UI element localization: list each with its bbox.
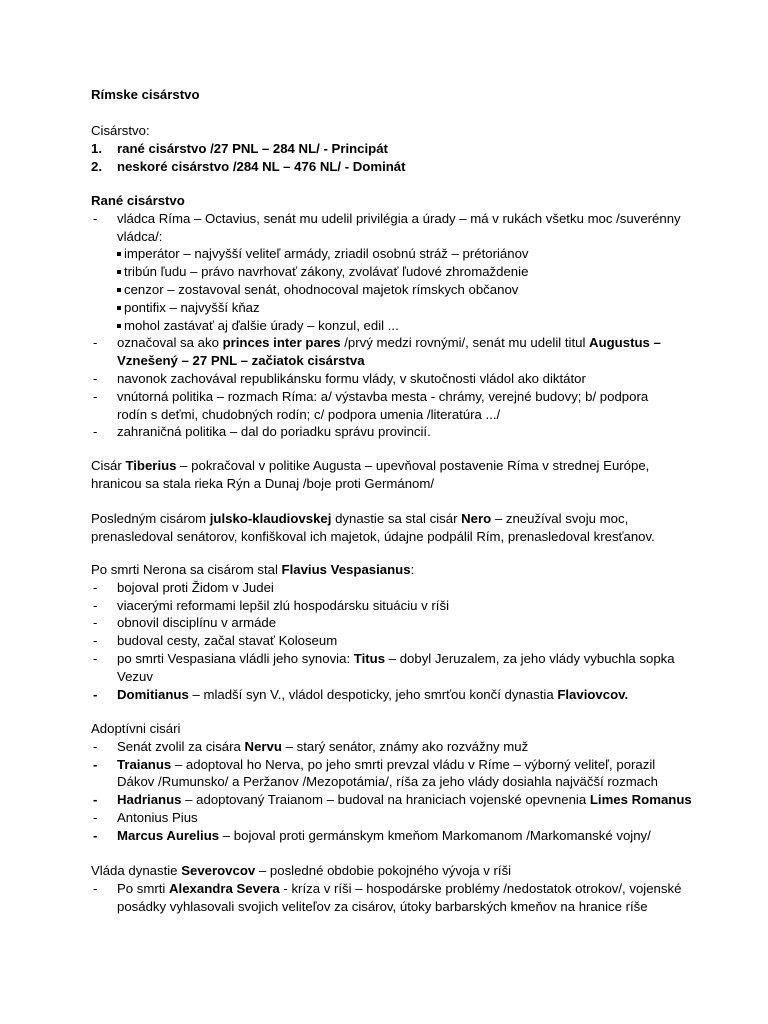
bold-text: Hadrianus <box>117 792 182 808</box>
list-item-text: bojoval proti Židom v Judei <box>117 579 274 595</box>
list-number: 2. <box>91 158 102 174</box>
sub-list-item <box>91 299 691 317</box>
bold-text: Tiberius <box>125 458 177 473</box>
text-run: – zneužíval svoju moc, <box>491 511 629 526</box>
sub-item-text: tribún ľudu – právo navrhovať zákony, zvolávať ľudové zhromaždenie <box>124 264 529 280</box>
text-run: – pokračoval v politike Augusta – upevňoval postavenie Ríma v strednej Európe, <box>176 458 650 473</box>
list-item <box>91 686 691 704</box>
list-item-text: vnútorná politika – rozmach Ríma: a/ výstavba mesta - chrámy, verejné budovy; b/ podpora <box>117 388 649 404</box>
bold-text: Limes Romanus <box>589 792 692 808</box>
text-run: /prvý medzi rovnými/, senát mu udelil titul <box>340 335 590 351</box>
text-run: : <box>410 562 415 577</box>
text-run: – bojoval proti germánskym kmeňom Markomanom /Markomanské vojny/ <box>219 827 651 843</box>
list-item <box>91 880 691 916</box>
dash-bullet: - <box>93 388 98 404</box>
dash-bullet: - <box>93 880 98 896</box>
paragraph-tiberius <box>91 457 691 493</box>
list-item-text: vládca Ríma – Octavius, senát mu udelil privilégia a úrady – má v rukách všetku moc /suverénny <box>117 210 681 226</box>
text-run: – adoptoval ho Nerva, po jeho smrti prevzal vládu v Ríme – výborný veliteľ, porazil <box>171 756 656 772</box>
section-heading: Adoptívni cisári <box>91 721 181 736</box>
sub-item-text: mohol zastávať aj ďalšie úrady – konzul, edil ... <box>124 317 399 333</box>
text-run: Po smrti <box>117 880 170 896</box>
list-item-text: budoval cesty, začal stavať Koloseum <box>117 633 338 649</box>
sub-list-item <box>91 263 691 281</box>
list-item <box>91 210 691 246</box>
text-run: – mladší syn V., vládol despoticky, jeho smrťou končí dynastia <box>188 686 558 702</box>
dash-bullet: - <box>93 738 98 754</box>
bold-text: Marcus Aurelius <box>117 827 220 843</box>
dash-bullet: - <box>93 370 98 386</box>
list-item <box>91 388 691 424</box>
square-bullet-icon <box>117 270 121 274</box>
text-run: prenasledoval senátorov, konfiškoval ich majetok, údajne podpálil Rím, prenasledoval kresťanov. <box>91 528 655 544</box>
dash-bullet: - <box>93 792 98 808</box>
list-item-text: Antonius Pius <box>117 809 198 825</box>
list-item-text: viacerými reformami lepšil zlú hospodársku situáciu v ríši <box>117 597 449 613</box>
dash-bullet: - <box>93 650 98 666</box>
list-item-text: navonok zachovával republikánsku formu vlády, v skutočnosti vládol ako diktátor <box>117 370 586 386</box>
intro-label: Cisárstvo: <box>91 123 150 138</box>
bold-text: Alexandra Severa <box>169 880 280 896</box>
list-item <box>91 738 691 756</box>
square-bullet-icon <box>117 252 121 256</box>
list-item <box>91 579 691 597</box>
dash-bullet: - <box>93 335 98 351</box>
list-item <box>91 756 691 792</box>
text-run: dynastie sa stal cisár <box>331 511 462 526</box>
bold-text: Titus <box>353 650 386 666</box>
text-run: Vláda dynastie <box>91 863 182 878</box>
dash-bullet: - <box>93 633 98 649</box>
numbered-item <box>91 140 691 158</box>
text-run: Posledným cisárom <box>91 511 210 526</box>
bold-text: Flavius Vespasianus <box>281 562 411 577</box>
dash-bullet: - <box>93 424 98 440</box>
text-run: označoval sa ako <box>117 335 223 351</box>
text-run: Vezuv <box>117 668 153 684</box>
list-item <box>91 370 691 388</box>
section-early-empire <box>91 192 691 441</box>
text-run: posádky vyhlasovali svojich veliteľov za cisárov, útoky barbarských kmeňov na hranice ríše <box>117 898 648 914</box>
square-bullet-icon <box>117 306 121 310</box>
list-item <box>91 827 691 845</box>
dash-bullet: - <box>93 597 98 613</box>
section-severan-dynasty <box>91 862 691 915</box>
text-run: hranicou sa stala rieka Rýn a Dunaj /boje proti Germánom/ <box>91 475 435 491</box>
list-item-text: rodín s deťmi, chudobných rodín; c/ podpora umenia /literatúra .../ <box>117 406 501 422</box>
square-bullet-icon <box>117 324 121 328</box>
section-adoptive-emperors <box>91 720 691 845</box>
sub-list-item <box>91 245 691 263</box>
dash-bullet: - <box>93 686 98 702</box>
numbered-item <box>91 158 691 176</box>
bold-text: Severovcov <box>181 863 256 878</box>
bold-text: Vznešený – 27 PNL – začiatok cisárstva <box>117 353 365 369</box>
text-run: Senát zvolil za cisára <box>117 738 245 754</box>
list-number: 1. <box>91 140 102 156</box>
text-run: – adoptovaný Traianom – budoval na hraniciach vojenské opevnenia <box>181 792 590 808</box>
sub-list-item <box>91 317 691 335</box>
text-run: Po smrti Nerona sa cisárom stal <box>91 562 282 577</box>
sub-item-text: imperátor – najvyšší veliteľ armády, zriadil osobnú stráž – prétoriánov <box>124 246 529 262</box>
list-item <box>91 614 691 632</box>
list-item-text: vládca/: <box>117 228 163 244</box>
list-item-text: obnovil disciplínu v armáde <box>117 615 277 631</box>
list-item <box>91 334 691 370</box>
dash-bullet: - <box>93 615 98 631</box>
text-run: Cisár <box>91 458 126 473</box>
list-item <box>91 650 691 686</box>
text-run: po smrti Vespasiana vládli jeho synovia: <box>117 650 354 666</box>
text-run: - kríza v ríši – hospodárske problémy /nedostatok otrokov/, vojenské <box>279 880 682 896</box>
list-item-text: rané cisárstvo /27 PNL – 284 NL/ - Principát <box>117 140 388 156</box>
square-bullet-icon <box>117 288 121 292</box>
bold-text: princes inter pares <box>222 335 341 351</box>
bold-text: Traianus <box>117 756 172 772</box>
text-run: – posledné obdobie pokojného vývoja v ríši <box>255 863 512 878</box>
section-vespasian <box>91 561 691 703</box>
dash-bullet: - <box>93 579 98 595</box>
sub-item-text: pontifix – najvyšší kňaz <box>124 299 260 315</box>
dash-bullet: - <box>93 210 98 226</box>
sub-list-item <box>91 281 691 299</box>
bold-text: Nero <box>461 511 492 526</box>
list-item-text: neskoré cisárstvo /284 NL – 476 NL/ - Dominát <box>117 158 406 174</box>
list-item <box>91 809 691 827</box>
list-item <box>91 632 691 650</box>
bold-text: Domitianus <box>117 686 189 702</box>
section-heading: Rané cisárstvo <box>91 193 185 208</box>
sub-item-text: cenzor – zostavoval senát, ohodnocoval majetok rímskych občanov <box>124 281 519 297</box>
dash-bullet: - <box>93 827 98 843</box>
document-title: Rímske cisárstvo <box>91 87 200 102</box>
list-item <box>91 791 691 809</box>
text-run: Dákov /Rumunsko/ a Peržanov /Mezopotámia/, ríša za jeho vlády dosiahla najväčší rozmach <box>117 774 658 790</box>
text-run: – starý senátor, známy ako rozvážny muž <box>281 738 529 754</box>
paragraph-nero <box>91 510 691 546</box>
dash-bullet: - <box>93 809 98 825</box>
dash-bullet: - <box>93 756 98 772</box>
list-item <box>91 423 691 441</box>
text-run: – dobyl Jeruzalem, za jeho vlády vybuchla sopka <box>385 650 675 666</box>
bold-text: Augustus – <box>589 335 661 351</box>
bold-text: Nervu <box>244 738 282 754</box>
bold-text: julsko-klaudiovskej <box>209 511 332 526</box>
list-item-text: zahraničná politika – dal do poriadku správu provincií. <box>117 424 431 440</box>
list-item <box>91 597 691 615</box>
bold-text: Flaviovcov. <box>557 686 629 702</box>
